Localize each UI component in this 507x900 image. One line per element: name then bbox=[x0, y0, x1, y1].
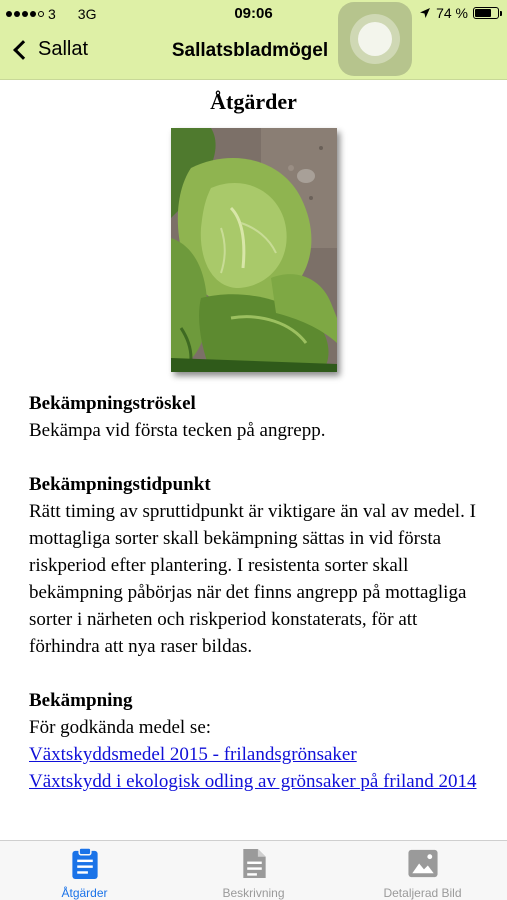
carrier-name: 3 bbox=[48, 6, 56, 22]
section-body-control: För godkända medel se: bbox=[29, 717, 212, 738]
section-body-timing: Rätt timing av spruttidpunkt är viktigare än val av medel. I mottagliga sorter skall bekämpning sättas in vid första riskperiod efter plantering. I resistenta sorter skall bekämpning påbörjas när det finns angrepp på mottagliga sorter i närheten och riskperiod konstaterats, för att förhindra att nya raser bildas. bbox=[29, 501, 476, 657]
network-type: 3G bbox=[77, 6, 97, 22]
tab-atgarder[interactable] bbox=[0, 841, 169, 900]
document-icon bbox=[237, 847, 271, 880]
tab-label-detaljerad-bild: Detaljerad Bild bbox=[383, 886, 462, 900]
page-heading: Åtgärder bbox=[210, 89, 297, 114]
tab-label-atgarder: Åtgärder bbox=[61, 886, 108, 900]
status-bar bbox=[0, 0, 507, 28]
battery-icon bbox=[473, 7, 499, 19]
clipboard-icon bbox=[68, 847, 102, 880]
battery-fill bbox=[475, 9, 491, 17]
link-organic-plant-protection-2014[interactable]: Växtskydd i ekologisk odling av grönsaker på friland 2014 bbox=[29, 771, 477, 792]
assistive-touch-button[interactable] bbox=[338, 2, 412, 76]
lettuce-photo bbox=[171, 128, 337, 372]
tab-bar bbox=[0, 840, 507, 900]
section-body-threshold: Bekämpa vid första tecken på angrepp. bbox=[29, 420, 326, 441]
section-title-control: Bekämpning bbox=[29, 690, 133, 711]
back-button[interactable] bbox=[12, 38, 88, 61]
measures-text bbox=[0, 390, 507, 795]
image-icon bbox=[406, 847, 440, 880]
tab-label-beskrivning: Beskrivning bbox=[222, 886, 285, 900]
lettuce-leaf-image bbox=[171, 128, 337, 372]
assistive-touch-inner-ring bbox=[358, 22, 392, 56]
battery-percent: 74 % bbox=[436, 5, 468, 21]
tab-beskrivning[interactable] bbox=[169, 841, 338, 900]
status-time: 09:06 bbox=[234, 5, 273, 22]
nav-title: Sallatsbladmögel bbox=[171, 40, 329, 61]
status-right-group bbox=[419, 5, 499, 21]
navigation-bar bbox=[0, 28, 507, 80]
content-scroll-area[interactable] bbox=[0, 80, 507, 840]
tab-detaljerad-bild[interactable] bbox=[338, 841, 507, 900]
chevron-left-icon bbox=[13, 40, 33, 60]
back-button-label: Sallat bbox=[38, 38, 89, 60]
location-arrow-icon bbox=[419, 7, 431, 19]
section-title-timing: Bekämpningstidpunkt bbox=[29, 474, 211, 495]
link-plant-protection-2015[interactable]: Växtskyddsmedel 2015 - frilandsgrönsaker bbox=[29, 744, 357, 765]
section-title-threshold: Bekämpningströskel bbox=[29, 393, 196, 414]
